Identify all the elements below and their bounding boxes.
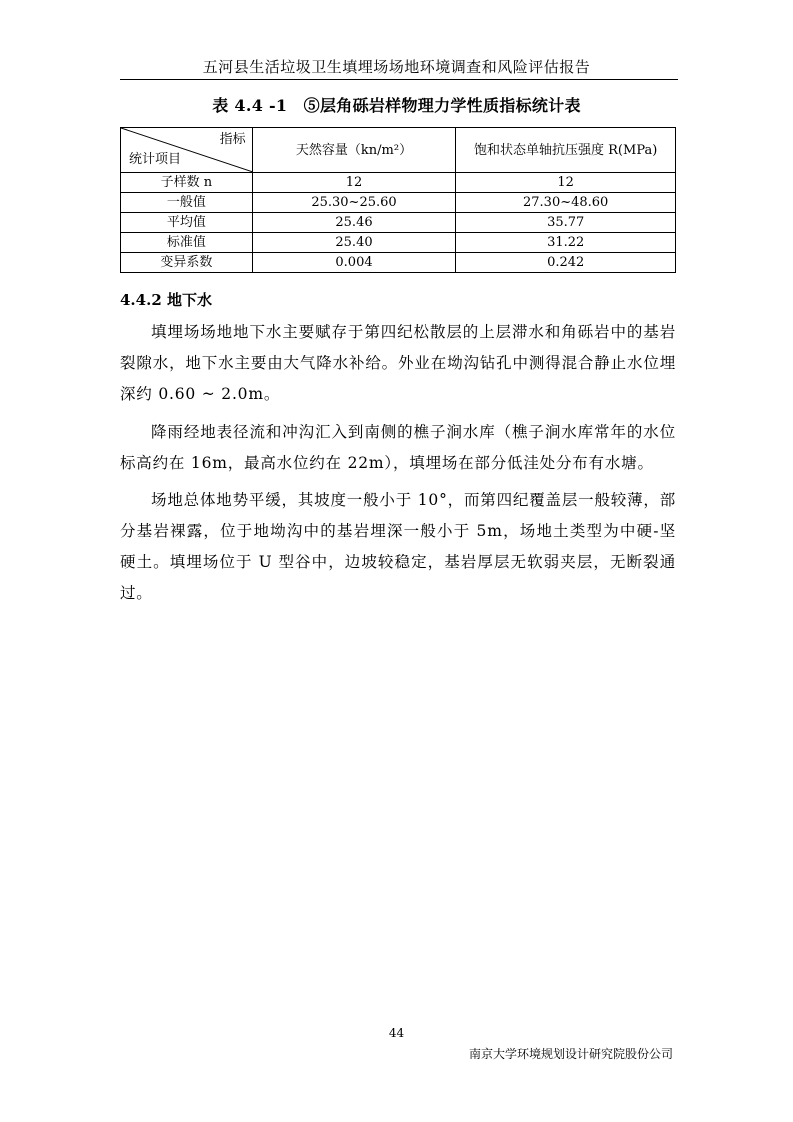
table-row (121, 253, 676, 273)
table-cell: 0.004 (252, 253, 456, 273)
row-label: 子样数 n (121, 173, 253, 193)
corner-label-indicator: 指标 (219, 132, 246, 147)
paragraph-rainfall-runoff: 降雨经地表径流和冲沟汇入到南侧的樵子涧水库（樵子涧水库常年的水位标高约在 16m，最高水位约在 22m），填埋场在部分低洼处分布有水塘。 (120, 423, 676, 472)
statistics-table (120, 127, 676, 273)
paragraph-groundwater-source: 填埋场场地地下水主要赋存于第四纪松散层的上层滞水和角砾岩中的基岩裂隙水，地下水主要由大气降水补给。外业在坳沟钻孔中测得混合静止水位埋深约 0.60 ~ 2.0m。 (120, 323, 676, 403)
corner-label-statistic: 统计项目 (129, 152, 182, 167)
row-label: 标准值 (121, 233, 253, 253)
table-row (121, 193, 676, 213)
paragraph-terrain: 场地总体地势平缓，其坡度一般小于 10°，而第四纪覆盖层一般较薄，部分基岩裸露，位于地坳沟中的基岩埋深一般小于 5m，场地土类型为中硬-坚硬土。填埋场位于 U 型谷中，边坡较稳定，基岩厚层无软弱夹层，无断裂通过。 (120, 491, 676, 602)
table-cell: 31.22 (456, 233, 676, 253)
table-cell: 25.46 (252, 213, 456, 233)
row-label: 平均值 (121, 213, 253, 233)
table-cell: 0.242 (456, 253, 676, 273)
page-number: 44 (388, 1026, 405, 1040)
table-cell: 35.77 (456, 213, 676, 233)
column-header-natural-density: 天然容量（kn/m²） (252, 128, 456, 173)
footer-company-name: 南京大学环境规划设计研究院股份公司 (468, 1047, 673, 1061)
table-cell: 12 (252, 173, 456, 193)
column-header-compressive-strength: 饱和状态单轴抗压强度 R(MPa) (456, 128, 676, 173)
table-cell: 12 (456, 173, 676, 193)
table-cell: 27.30~48.60 (456, 193, 676, 213)
header-divider (120, 79, 678, 80)
table-row (121, 213, 676, 233)
row-label: 一般值 (121, 193, 253, 213)
table-row (121, 233, 676, 253)
table-cell: 25.40 (252, 233, 456, 253)
table-header-row (121, 128, 676, 173)
document-header-title: 五河县生活垃圾卫生填埋场场地环境调查和风险评估报告 (202, 58, 591, 76)
row-label: 变异系数 (121, 253, 253, 273)
table-row (121, 173, 676, 193)
section-heading: 4.4.2 地下水 (120, 291, 212, 309)
table-cell: 25.30~25.60 (252, 193, 456, 213)
table-caption: 表 4.4 -1 ⑤层角砾岩样物理力学性质指标统计表 (212, 96, 581, 115)
table-corner-cell (121, 128, 253, 173)
